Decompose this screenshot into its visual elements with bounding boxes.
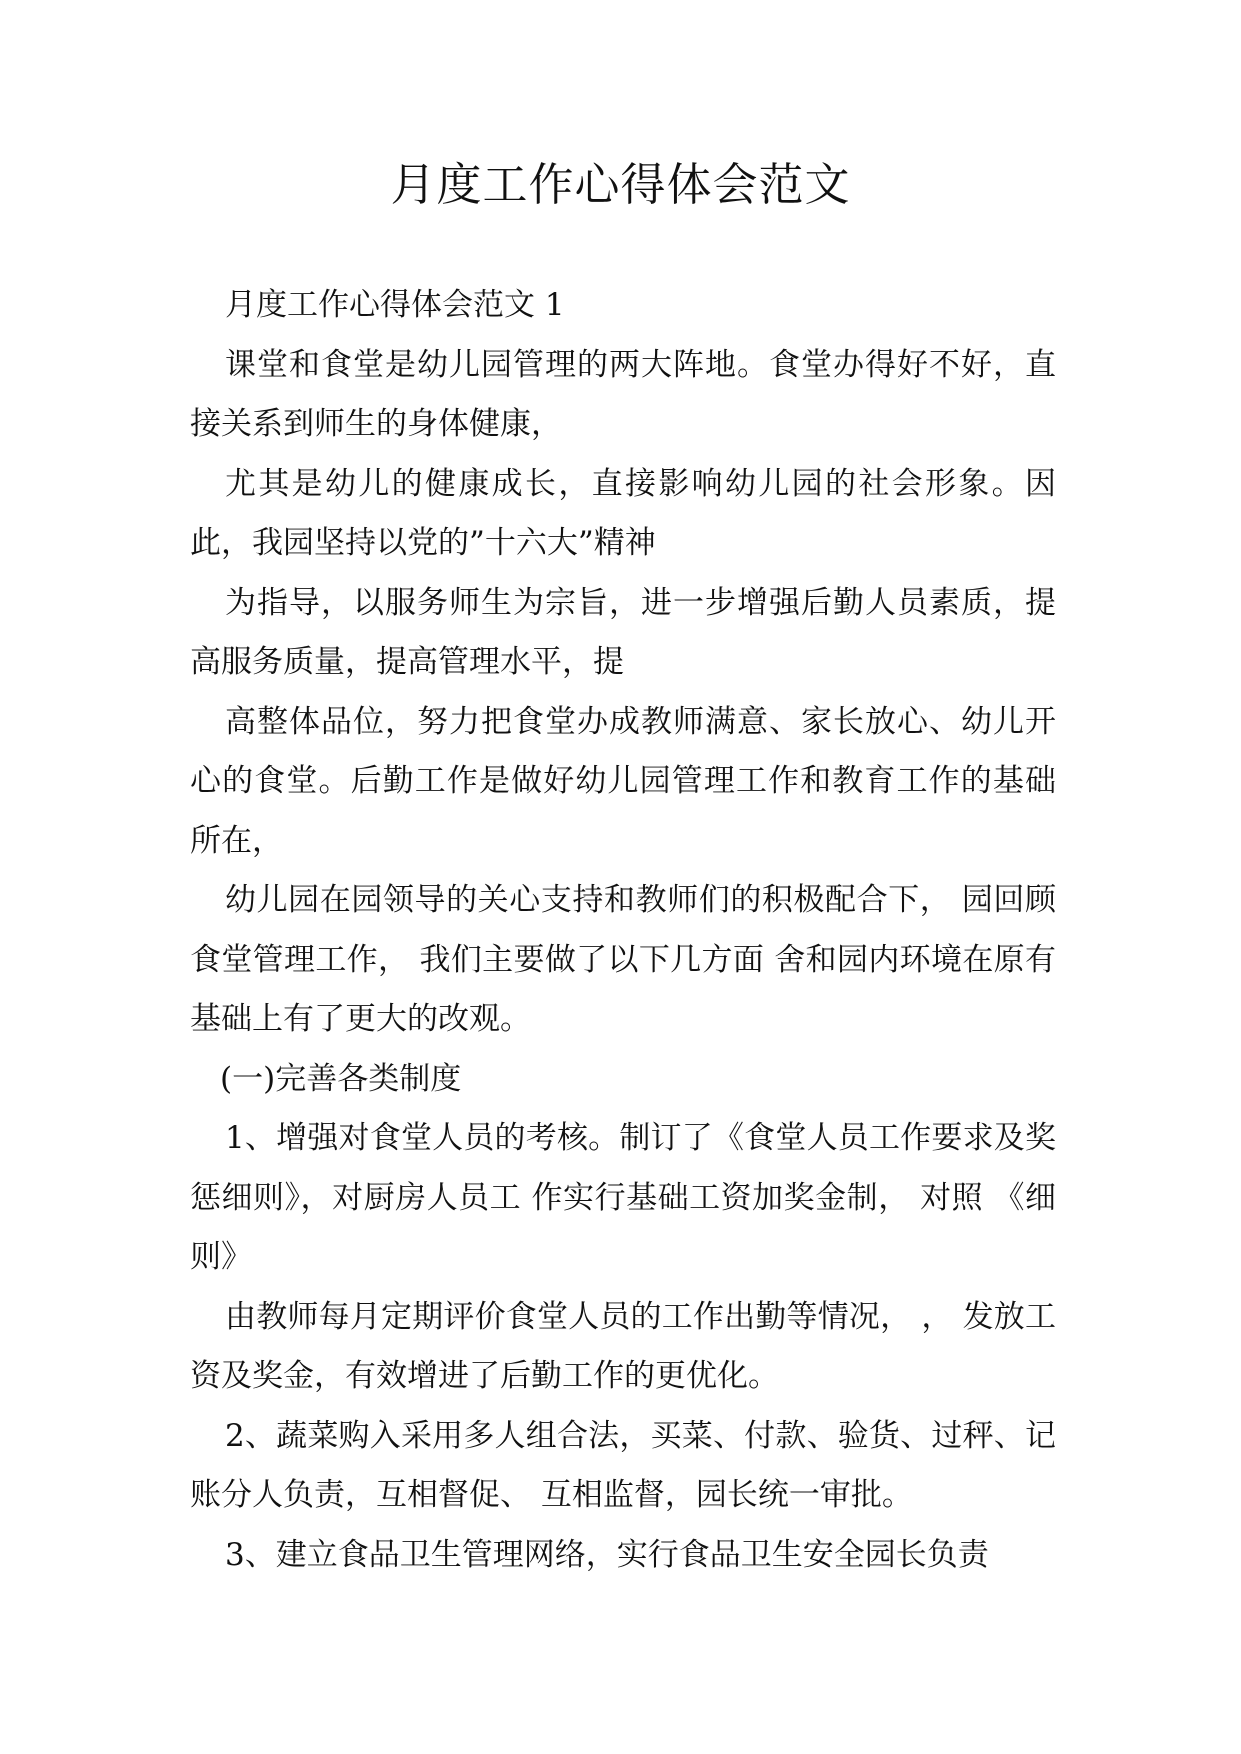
paragraph: 1、增强对食堂人员的考核。制订了《食堂人员工作要求及奖惩细则》，对厨房人员工 作实行基础工资加奖金制， 对照 《细则》 [190,1120,1056,1275]
document-body [190,276,1056,1585]
paragraph: 为指导，以服务师生为宗旨，进一步增强后勤人员素质，提高服务质量，提高管理水平，提 [190,584,1056,680]
paragraph: 高整体品位，努力把食堂办成教师满意、家长放心、幼儿开心的食堂。后勤工作是做好幼儿园管理工作和教育工作的基础所在， [190,703,1056,859]
document-title: 月度工作心得体会范文 [390,158,851,211]
paragraph: 课堂和食堂是幼儿园管理的两大阵地。食堂办得好不好，直接关系到师生的身体健康， [190,346,1056,442]
paragraph: 尤其是幼儿的健康成长，直接影响幼儿园的社会形象。因此，我园坚持以党的”十六大”精神 [190,465,1056,561]
subsection-heading: (一)完善各类制度 [220,1060,462,1097]
paragraph: 由教师每月定期评价食堂人员的工作出勤等情况， ， 发放工资及奖金，有效增进了后勤工作的更优化。 [190,1298,1056,1394]
paragraph: 2、蔬菜购入采用多人组合法，买菜、付款、验货、过秤、记账分人负责，互相督促、 互相监督，园长统一审批。 [190,1417,1056,1513]
section-heading: 月度工作心得体会范文 1 [225,287,565,323]
paragraph: 3、建立食品卫生管理网络，实行食品卫生安全园长负责 [225,1536,989,1573]
paragraph: 幼儿园在园领导的关心支持和教师们的积极配合下， 园回顾食堂管理工作， 我们主要做了以下几方面 舍和园内环境在原有基础上有了更大的改观。 [190,882,1056,1037]
